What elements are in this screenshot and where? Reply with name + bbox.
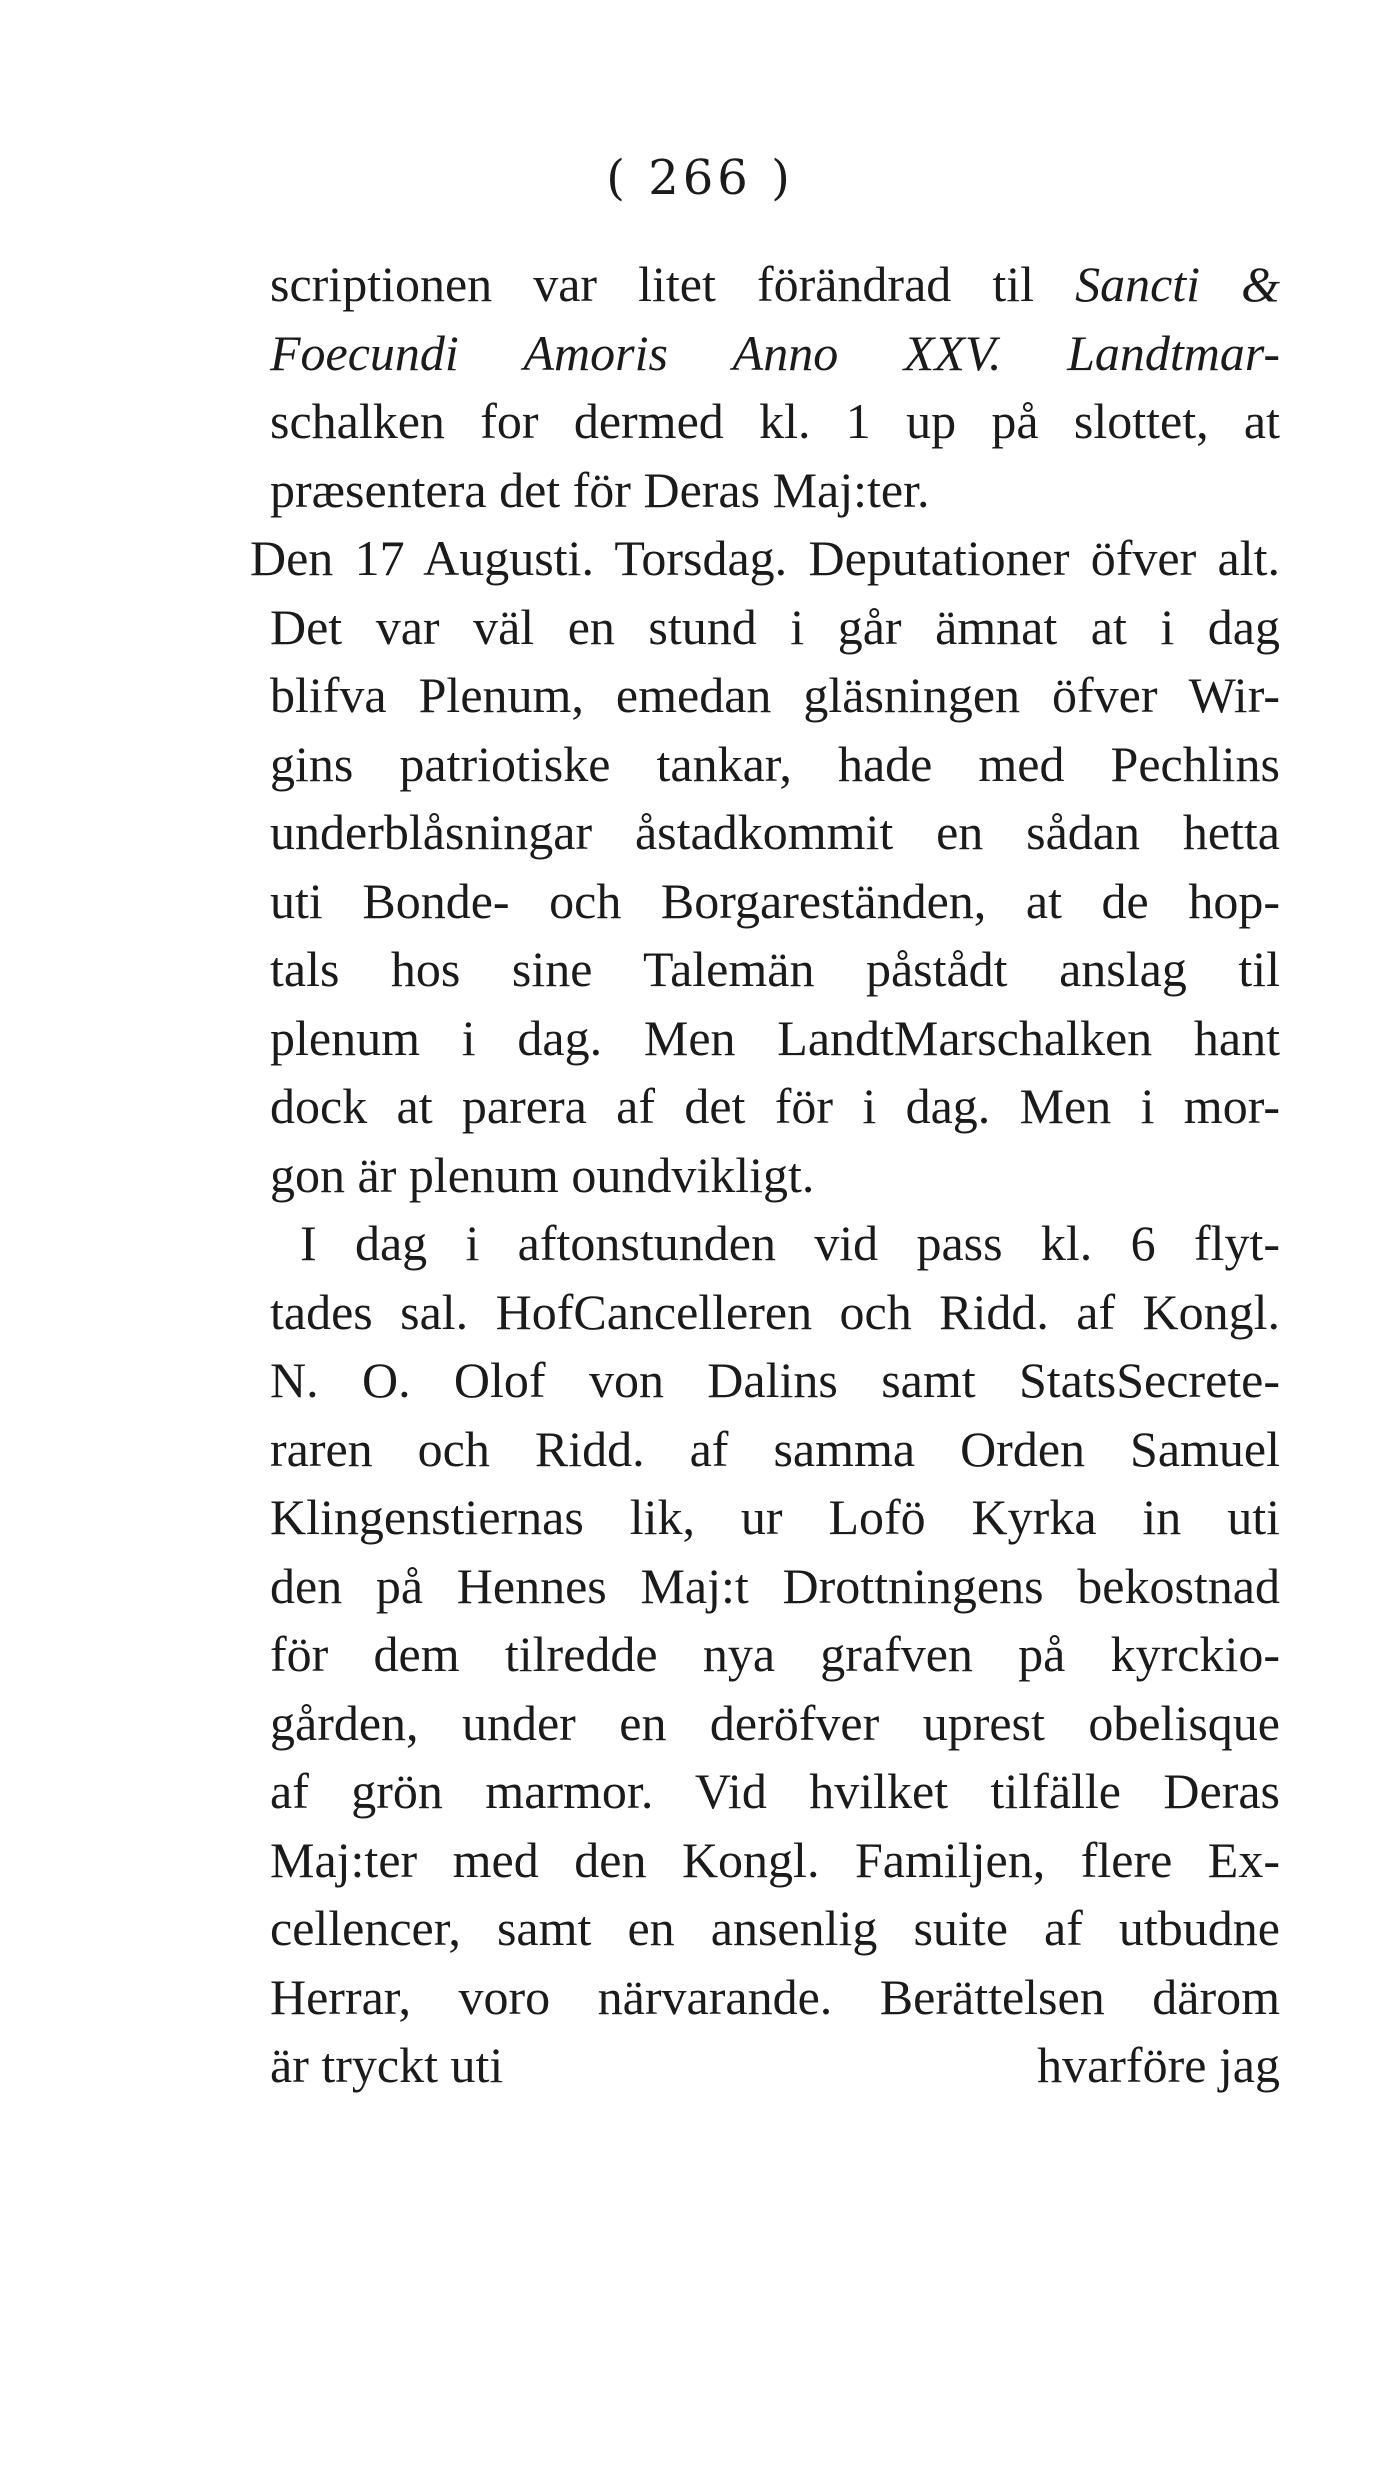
text-line: raren och Ridd. af samma Orden Samuel xyxy=(270,1420,1280,1477)
text-line: Klingenstiernas lik, ur Lofö Kyrka in uti xyxy=(270,1489,1280,1545)
text-line: Herrar, voro närvarande. Berättelsen därom xyxy=(270,1968,1280,2025)
text-line: blifva Plenum, emedan gläsningen öfver Wir- xyxy=(270,667,1280,723)
text-line: Den 17 Augusti. Torsdag. Deputationer öfver alt. xyxy=(250,530,1280,586)
text-fragment-right: hvarföre jag xyxy=(1037,2037,1280,2093)
text-fragment-left: är tryckt uti xyxy=(270,2037,504,2093)
text-line: dock at parera af det för i dag. Men i mor- xyxy=(270,1078,1280,1134)
text-line: för dem tilredde nya grafven på kyrckio- xyxy=(270,1626,1280,1682)
text-line: scriptionen var litet förändrad til Sancti & xyxy=(270,256,1281,312)
text-line-last xyxy=(270,2031,1280,2100)
text-line: Foecundi Amoris Anno XXV. Landtmar- xyxy=(270,324,1280,381)
text-line: I dag i aftonstunden vid pass kl. 6 flyt- xyxy=(300,1215,1280,1271)
text-line: N. O. Olof von Dalins samt StatsSecrete- xyxy=(270,1352,1280,1408)
text-line: Maj:ter med den Kongl. Familjen, flere Ex- xyxy=(270,1831,1280,1888)
text-line: tals hos sine Talemän påstådt anslag til xyxy=(270,941,1280,997)
text-line: plenum i dag. Men LandtMarschalken hant xyxy=(270,1009,1280,1066)
text-line: gins patriotiske tankar, hade med Pechlins xyxy=(270,735,1280,792)
text-line: cellencer, samt en ansenlig suite af utbudne xyxy=(270,1900,1280,1956)
text-line: af grön marmor. Vid hvilket tilfälle Deras xyxy=(270,1763,1280,1819)
page-number: ( 266 ) xyxy=(606,150,794,206)
text-line: uti Bonde- och Borgareständen, at de hop- xyxy=(270,872,1280,929)
text-line: gon är plenum oundvikligt. xyxy=(270,1146,815,1203)
text-line: den på Hennes Maj:t Drottningens bekostnad xyxy=(270,1557,1280,1614)
text-line: præsentera det för Deras Maj:ter. xyxy=(270,461,930,518)
text-line: schalken for dermed kl. 1 up på slottet, at xyxy=(270,393,1280,449)
body-text xyxy=(250,250,1281,2100)
text-line: tades sal. HofCancelleren och Ridd. af Kongl. xyxy=(270,1283,1280,1340)
text-line: gården, under en deröfver uprest obelisque xyxy=(270,1694,1280,1751)
text-line: Det var väl en stund i går ämnat at i dag xyxy=(270,598,1280,655)
text-line: underblåsningar åstadkommit en sådan hetta xyxy=(270,804,1280,860)
